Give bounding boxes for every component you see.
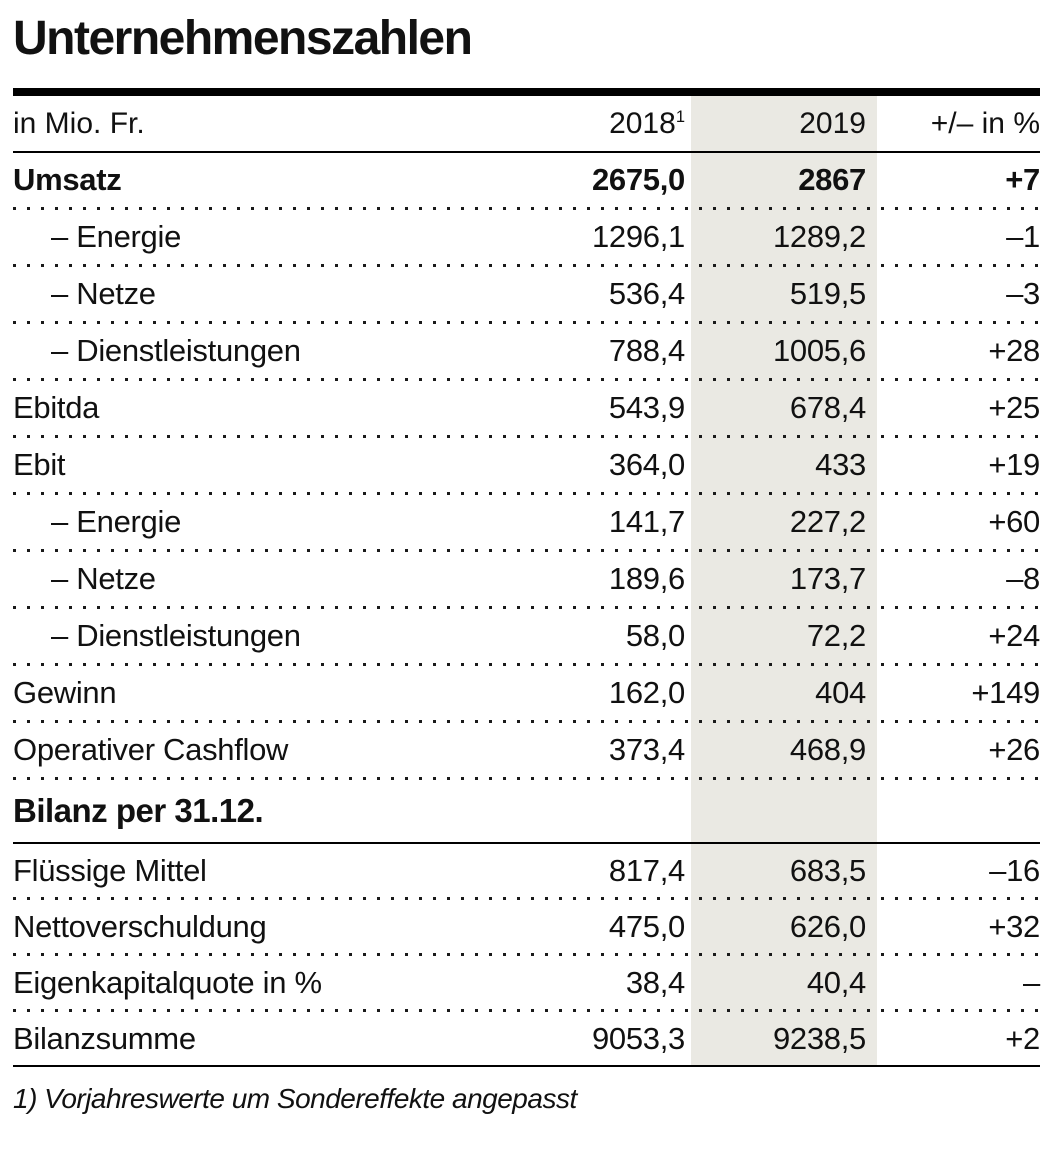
value-2018: 475,0 (608, 908, 685, 944)
section-header-bilanz (13, 780, 1040, 844)
value-change: –16 (989, 852, 1040, 888)
row-label: – Netze (51, 561, 156, 597)
value-2018: 58,0 (625, 618, 685, 654)
table-row-ebit-netze (13, 552, 1040, 606)
column-header-unit: in Mio. Fr. (13, 106, 145, 140)
value-change: +60 (988, 504, 1040, 540)
table-row-nettoverschuldung (13, 900, 1040, 953)
row-label: Nettoverschuldung (13, 908, 267, 944)
value-2019: 173,7 (789, 561, 866, 597)
column-header-change: +/– in % (930, 106, 1040, 140)
value-change: –8 (1006, 561, 1040, 597)
value-2019: 683,5 (789, 852, 866, 888)
table-row-ebit-energie (13, 495, 1040, 549)
value-2018: 1296,1 (591, 219, 685, 255)
value-2019: 1005,6 (772, 333, 866, 369)
value-2018: 543,9 (608, 390, 685, 426)
row-label: Ebit (13, 447, 66, 483)
value-change: +19 (988, 447, 1040, 483)
table-row-ebitda (13, 381, 1040, 435)
value-change: +149 (971, 675, 1040, 711)
value-change: +26 (988, 732, 1040, 768)
table-row-bilanzsumme (13, 1012, 1040, 1065)
value-change: – (1023, 964, 1040, 1000)
value-2019: 678,4 (789, 390, 866, 426)
value-change: +2 (1005, 1020, 1040, 1056)
row-label: Gewinn (13, 675, 117, 711)
value-change: –1 (1006, 219, 1040, 255)
value-2019: 227,2 (789, 504, 866, 540)
value-change: +28 (988, 333, 1040, 369)
value-2018: 141,7 (608, 504, 685, 540)
value-2018: 788,4 (608, 333, 685, 369)
value-2019: 1289,2 (772, 219, 866, 255)
table-row-ebit-dienstleistungen (13, 609, 1040, 663)
value-2018: 2675,0 (591, 162, 685, 198)
value-2019: 519,5 (789, 276, 866, 312)
row-label: Operativer Cashflow (13, 732, 289, 768)
section-header-label: Bilanz per 31.12. (13, 792, 264, 830)
footnote-marker: 1 (675, 107, 685, 126)
row-label: Eigenkapitalquote in % (13, 964, 322, 1000)
table-row-ebit (13, 438, 1040, 492)
row-label: – Dienstleistungen (51, 618, 301, 654)
row-label: – Dienstleistungen (51, 333, 301, 369)
table-row-fluessige-mittel (13, 844, 1040, 897)
figures-table (13, 88, 1040, 1067)
value-2018: 189,6 (608, 561, 685, 597)
value-change: +24 (988, 618, 1040, 654)
value-change: +25 (988, 390, 1040, 426)
page-title: Unternehmenszahlen (13, 12, 472, 65)
value-2018: 9053,3 (591, 1020, 685, 1056)
table-row-netze (13, 267, 1040, 321)
value-2018: 373,4 (608, 732, 685, 768)
row-label: Bilanzsumme (13, 1020, 196, 1056)
row-label: Ebitda (13, 390, 100, 426)
value-2019: 433 (815, 447, 866, 483)
row-label: Flüssige Mittel (13, 852, 207, 888)
value-2019: 2867 (798, 162, 866, 198)
table-row-gewinn (13, 666, 1040, 720)
row-label: – Netze (51, 276, 156, 312)
value-2019: 40,4 (806, 964, 866, 1000)
page (0, 14, 1049, 1115)
table-row-energie (13, 210, 1040, 264)
value-2019: 626,0 (789, 908, 866, 944)
value-change: +7 (1005, 162, 1040, 198)
row-label: – Energie (51, 504, 182, 540)
table-row-operativer-cashflow (13, 723, 1040, 777)
row-label: – Energie (51, 219, 182, 255)
table-header-row (13, 96, 1040, 153)
footnote: 1) Vorjahreswerte um Sondereffekte angepasst (13, 1083, 577, 1115)
table-row-eigenkapitalquote (13, 956, 1040, 1009)
value-2018: 364,0 (608, 447, 685, 483)
row-label: Umsatz (13, 162, 122, 198)
value-2018: 536,4 (608, 276, 685, 312)
value-2018: 162,0 (608, 675, 685, 711)
value-2019: 404 (815, 675, 866, 711)
value-2018: 817,4 (608, 852, 685, 888)
value-2019: 468,9 (789, 732, 866, 768)
column-header-2018: 2018$^1$ (609, 106, 685, 140)
value-2018: 38,4 (625, 964, 685, 1000)
table-row-umsatz (13, 153, 1040, 207)
value-change: +32 (988, 908, 1040, 944)
column-header-2019: 2019 (799, 106, 866, 140)
value-2019: 9238,5 (772, 1020, 866, 1056)
table-row-dienstleistungen (13, 324, 1040, 378)
value-2019: 72,2 (806, 618, 866, 654)
value-change: –3 (1006, 276, 1040, 312)
